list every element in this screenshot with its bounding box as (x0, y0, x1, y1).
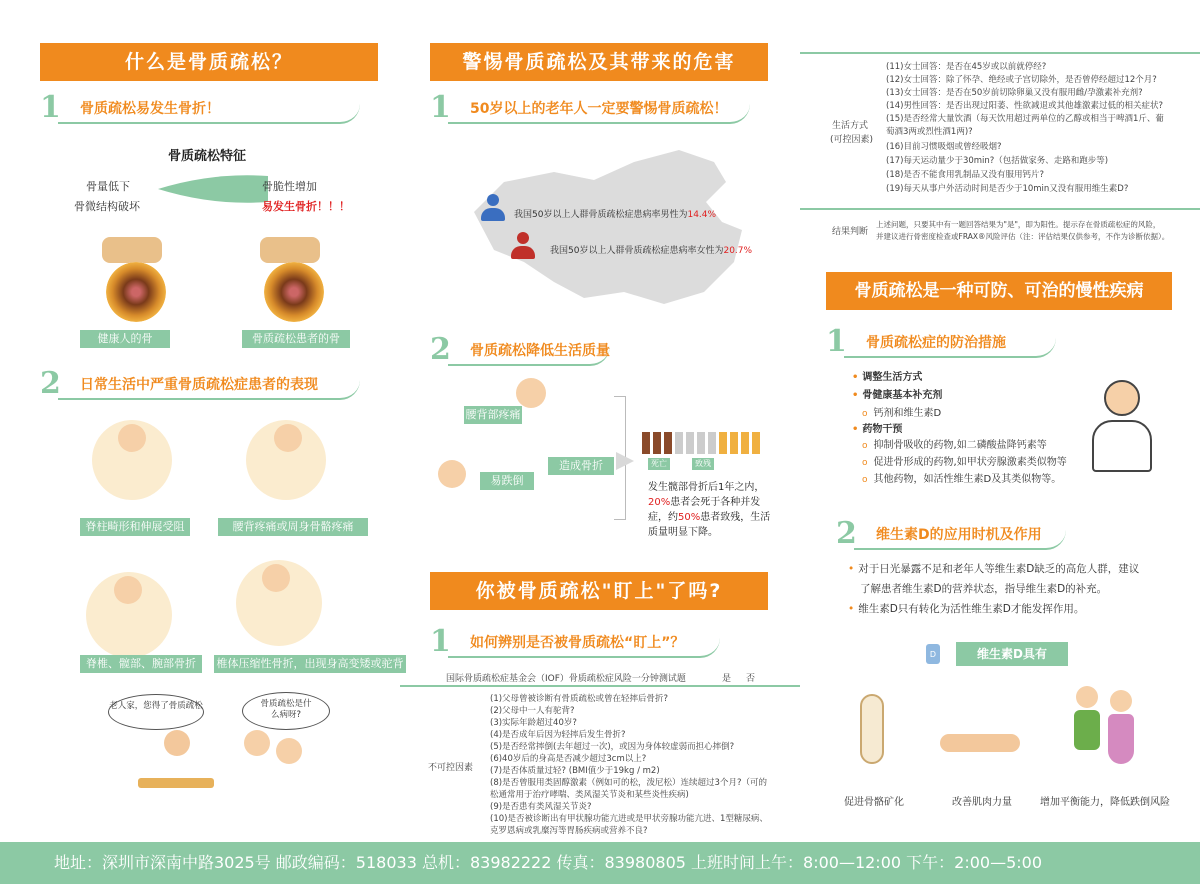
healthy-bone-image (106, 262, 166, 322)
section-title: 骨质疏松易发生骨折！ (80, 101, 220, 117)
elderly-man-body (1074, 710, 1100, 750)
wheelchair-patient-icon (114, 576, 142, 604)
label-symptom-4: 椎体压缩性骨折，出现身高变矮或驼背 (214, 655, 406, 673)
section-number: 1 (40, 90, 61, 125)
label-dead: 死亡 (648, 458, 670, 470)
elderly-couple-icon (244, 730, 270, 756)
footer-contact-info: 地址：深圳市深南中路3025号 邮政编码：518033 总机：83982222 传真：83980805 上班时间上午：8:00—12:00 下午：2:00—5:00 (0, 842, 1200, 884)
elderly-woman-body (1108, 714, 1134, 764)
test-title: 国际骨质疏松症基金会（IOF）骨质疏松症风险一分钟测试题 (446, 674, 686, 684)
fracture-outcome-text: 发生髋部骨折后1年之内，20%患者会死于各种并发症，约50%患者致残，生活质量明显下降。 (648, 482, 771, 538)
question-7: (7)是否体质量过轻? (BMI值少于19kg / m2) (490, 766, 660, 776)
result-text-2: 并建议进行骨密度检查或FRAX®风险评估（注：评估结果仅供参考，不作为诊断依据）。 (876, 232, 1170, 241)
box-back-pain: 腰背部疼痛 (464, 406, 522, 424)
column-dangers (420, 0, 780, 842)
feature-right-2: 易发生骨折！！！ (262, 200, 350, 213)
question-15: (15)是否经常大量饮酒（每天饮用超过两单位的乙醇或相当于啤酒1斤、葡 (886, 114, 1164, 124)
female-icon (510, 232, 536, 260)
feature-left-1: 骨量低下 (86, 180, 130, 193)
question-19: (19)每天从事户外活动时间是否少于10min又没有服用维生素D? (886, 184, 1129, 194)
female-rate-value: 20.7% (723, 246, 753, 256)
section-identify (430, 626, 740, 662)
question-2: (2)父母中一人有驼背? (490, 706, 575, 716)
speech-bubble-patient: 骨质疏松是什么病呀? (242, 692, 330, 730)
elderly-fall-icon (438, 460, 466, 488)
label-symptom-3: 脊椎、髋部、腕部骨折 (80, 655, 202, 673)
section-number: 2 (40, 366, 61, 401)
label-symptom-2: 腰背疼痛或周身骨骼疼痛 (218, 518, 368, 536)
column-prevention (800, 0, 1200, 842)
measure-3a: o 抑制骨吸收的药物,如二磷酸盐降钙素等 (862, 436, 1047, 451)
table-mid-divider (800, 208, 1200, 210)
male-icon (480, 194, 506, 222)
male-rate-text: 我国50岁以上人群骨质疏松症患病率男性为14.4% (514, 210, 717, 220)
box-fracture: 造成骨折 (548, 457, 614, 475)
feature-right-1: 骨脆性增加 (262, 180, 317, 193)
question-3: (3)实际年龄超过40岁? (490, 718, 577, 728)
healthy-bone-top-image (102, 237, 162, 263)
people-pictogram (642, 432, 770, 454)
osteo-bone-top-image (260, 237, 320, 263)
lifestyle-sublabel: (可控因素) (830, 135, 874, 145)
question-1: (1)父母曾被诊断有骨质疏松或曾在轻摔后骨折? (490, 694, 669, 704)
section-quality-of-life (430, 334, 630, 370)
section-vitamin-d (836, 518, 1086, 554)
feature-wedge-shape (158, 172, 268, 206)
section-over-50 (430, 92, 770, 128)
question-13: (13)女士回答：是否在50岁前切除卵巢又没有服用雌/孕激素补充剂? (886, 88, 1143, 98)
arm-wrestling-icon (940, 724, 1020, 764)
male-rate-value: 14.4% (687, 210, 717, 220)
elderly-couple-icon (276, 738, 302, 764)
section-number: 1 (826, 324, 847, 359)
vitamin-d-text-1: • 对于日光暴露不足和老年人等维生素D缺乏的高危人群，建议 (848, 561, 1139, 576)
section-number: 1 (430, 624, 451, 659)
effect-balance: 增加平衡能力，降低跌倒风险 (1040, 797, 1170, 808)
osteo-bone-image (264, 262, 324, 322)
label-osteo-bone: 骨质疏松患者的骨 (242, 330, 350, 348)
speech-bubble-doctor: 老人家，您得了骨质疏松 (108, 694, 204, 730)
header-no: 否 (746, 674, 756, 684)
measure-3c: o 其他药物，如活性维生素D及其类似物等。 (862, 470, 1061, 485)
effect-muscle-strength: 改善肌肉力量 (952, 797, 1012, 808)
label-healthy-bone: 健康人的骨 (80, 330, 170, 348)
measure-2: • 骨健康基本补充剂 (852, 386, 942, 401)
elderly-woman-icon (262, 564, 290, 592)
china-map-image (464, 142, 764, 310)
section-symptoms (40, 368, 380, 404)
question-12: (12)女士回答：除了怀孕、绝经或子宫切除外，是否曾停经超过12个月? (886, 75, 1157, 85)
banner-targeted: 你被骨质疏松"盯上"了吗? (430, 572, 768, 610)
flow-arrow (616, 452, 634, 470)
measure-3: • 药物干预 (852, 420, 902, 435)
section-title: 如何辨别是否被骨质疏松“盯上”？ (470, 635, 685, 651)
banner-preventable: 骨质疏松是一种可防、可治的慢性疾病 (826, 272, 1172, 310)
result-text-1: 上述问题，只要其中有一题回答结果为"是"，即为阳性。提示存在骨质疏松症的风险， (876, 220, 1161, 229)
box-fall: 易跌倒 (480, 472, 534, 490)
feature-title: 骨质疏松特征 (168, 149, 247, 164)
label-disabled: 致残 (692, 458, 714, 470)
question-10-cont: 克罗恩病或乳糜泻等胃肠疾病或营养不良? (490, 826, 648, 836)
lifestyle-label: 生活方式 (832, 121, 869, 131)
section-title: 骨质疏松症的防治措施 (866, 335, 1006, 351)
elderly-pain-icon (516, 378, 546, 408)
section-number: 1 (430, 90, 451, 125)
question-16: (16)目前习惯吸烟或曾经吸烟? (886, 142, 1002, 152)
column-what-is-osteoporosis (30, 0, 404, 842)
result-label: 结果判断 (832, 227, 869, 237)
question-17: (17)每天运动量少于30min?（包括做家务、走路和跑步等) (886, 156, 1109, 166)
table-top-divider (800, 52, 1200, 54)
question-9: (9)是否患有类风湿关节炎? (490, 802, 592, 812)
elderly-woman-icon (1110, 690, 1132, 712)
female-rate-text: 我国50岁以上人群骨质疏松症患病率女性为20.7% (550, 246, 753, 256)
question-8-cont: 松通常用于治疗哮喘、类风湿关节炎和某些炎性疾病) (490, 790, 689, 800)
section-number: 2 (430, 332, 451, 367)
question-14: (14)男性回答：是否出现过阳萎、性欲减退或其他雄激素过低的相关症状? (886, 101, 1163, 111)
measure-2a: o 钙剂和维生素D (862, 404, 941, 419)
section-title: 维生素D的应用时机及作用 (876, 527, 1042, 543)
doctor-icon (164, 730, 190, 756)
section-title: 50岁以上的老年人一定要警惕骨质疏松！ (470, 101, 728, 117)
elderly-woman-icon (118, 424, 146, 452)
desk-illustration (138, 778, 214, 788)
feature-left-2: 骨微结构破坏 (74, 200, 140, 213)
question-5: (5)是否经常摔倒(去年超过一次)，或因为身体较虚弱而担心摔倒? (490, 742, 735, 752)
section-title: 日常生活中严重骨质疏松症患者的表现 (80, 377, 318, 393)
question-10: (10)是否被诊断出有甲状腺功能亢进或是甲状旁腺功能亢进、1型糖尿病、 (490, 814, 768, 824)
measure-3b: o 促进骨形成的药物,如甲状旁腺激素类似物等 (862, 453, 1067, 468)
elderly-woman-icon (274, 424, 302, 452)
question-4: (4)是否成年后因为轻摔后发生骨折? (490, 730, 626, 740)
section-fracture (40, 92, 380, 128)
elderly-man-icon (1076, 686, 1098, 708)
section-number: 2 (836, 516, 857, 551)
question-8: (8)是否曾服用类固醇激素（例如可的松，泼尼松）连续超过3个月?（可的 (490, 778, 767, 788)
vitamin-d-bottle-icon: D (926, 644, 940, 664)
question-15-cont: 萄酒3两或烈性酒1两)? (886, 127, 973, 137)
vitamin-d-effects-label: 维生素D具有 (956, 642, 1068, 666)
measure-1: • 调整生活方式 (852, 368, 922, 383)
doctor-illustration (1082, 380, 1162, 480)
effect-bone-mineralization: 促进骨骼矿化 (844, 797, 904, 808)
section-measures (826, 326, 1076, 362)
banner-what-is: 什么是骨质疏松？ (40, 43, 378, 81)
section-title: 骨质疏松降低生活质量 (470, 343, 610, 359)
bone-character-icon (852, 694, 892, 774)
question-6: (6)40岁后的身高是否减少超过3cm以上? (490, 754, 647, 764)
vitamin-d-text-2: • 维生素D只有转化为活性维生素D才能发挥作用。 (848, 601, 1084, 616)
question-11: (11)女士回答：是否在45岁或以前就停经? (886, 62, 1047, 72)
header-yes: 是 (722, 674, 732, 684)
label-symptom-1: 脊柱畸形和伸展受阻 (80, 518, 190, 536)
uncontrollable-factors-label: 不可控因素 (428, 763, 474, 773)
question-18: (18)是否不能食用乳制品又没有服用钙片? (886, 170, 1044, 180)
table-divider (400, 685, 800, 687)
vitamin-d-text-1b: 了解患者维生素D的营养状态，指导维生素D的补充。 (860, 583, 1108, 595)
banner-dangers: 警惕骨质疏松及其带来的危害 (430, 43, 768, 81)
